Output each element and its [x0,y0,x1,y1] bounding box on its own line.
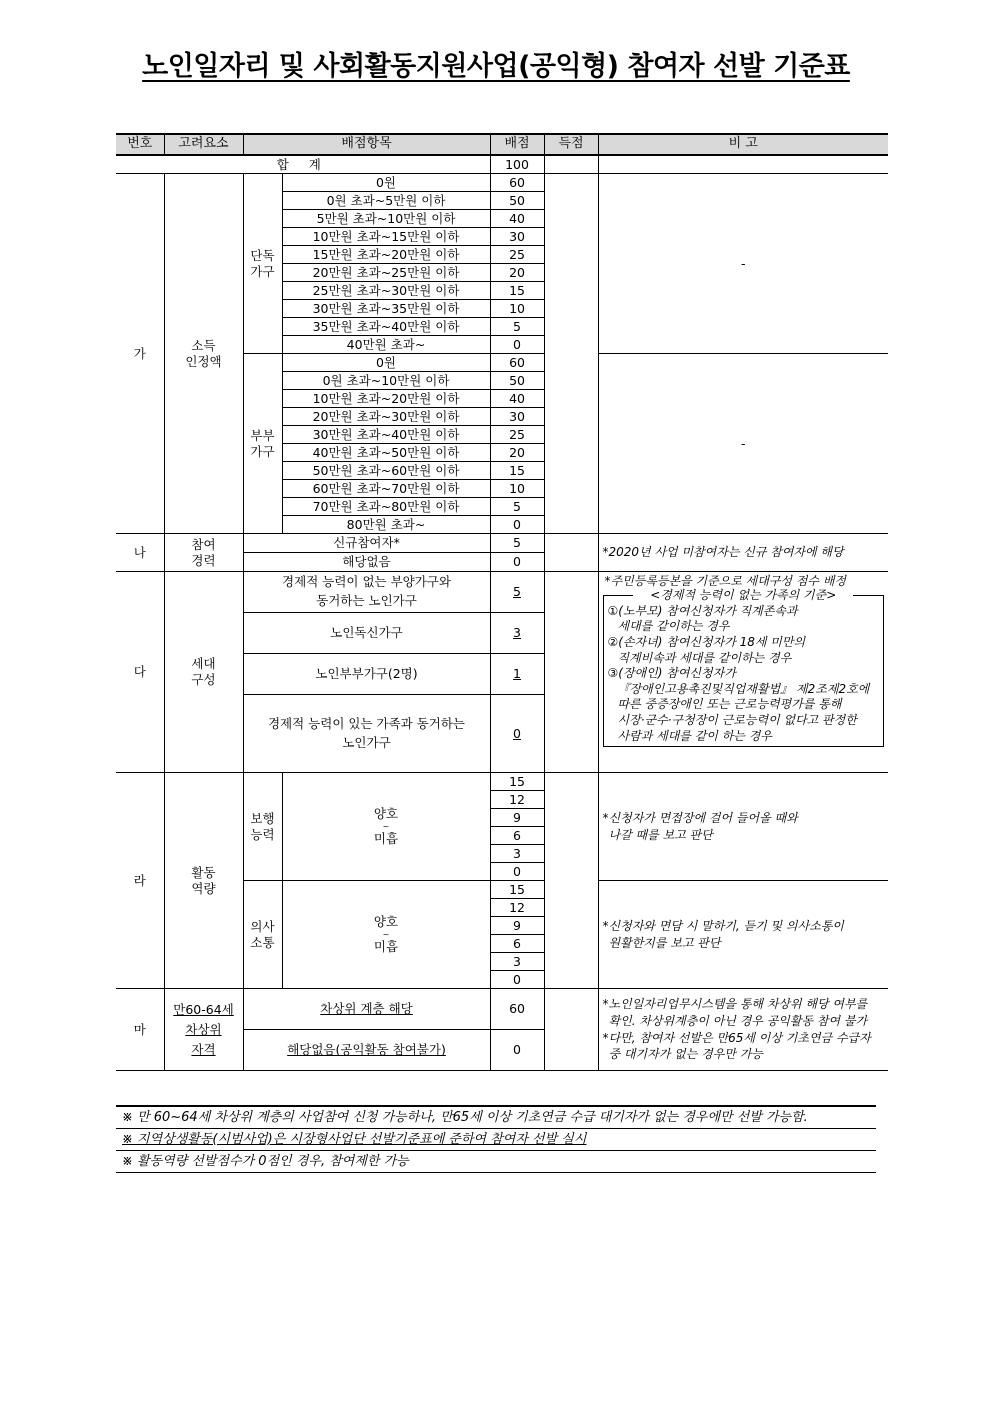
header-gained: 득점 [544,134,598,155]
item-score: 10 [490,480,544,498]
section-no: 가 [116,174,164,534]
footnote: ※ 만 60~64세 차상위 계층의 사업참여 신청 가능하나, 만65세 이상 기초연금 수급 대기자가 없는 경우에만 선발 가능함. [116,1105,876,1129]
item-score: 30 [490,408,544,426]
section-factor: 활동 역량 [164,773,243,989]
item-label: 10만원 초과~15만원 이하 [282,228,490,246]
item-score: 20 [490,444,544,462]
item-score: 0 [490,1030,544,1071]
item-score: 0 [490,336,544,354]
item-score: 50 [490,192,544,210]
table-row [116,773,888,791]
item-label: 15만원 초과~20만원 이하 [282,246,490,264]
item-score: 12 [490,791,544,809]
remark-cell: - [598,174,888,354]
header-score: 배점 [490,134,544,155]
item-score: 60 [490,174,544,192]
subgroup-label: 단독 가구 [243,174,282,354]
remark-cell: *신청자가 면접장에 걸어 들어올 때와 나갈 때를 보고 판단 [598,773,888,881]
item-label: 30만원 초과~40만원 이하 [282,426,490,444]
section-no: 다 [116,572,164,773]
gained-cell [544,174,598,534]
item-score: 0 [490,971,544,989]
item-label: 35만원 초과~40만원 이하 [282,318,490,336]
item-label: 0원 초과~5만원 이하 [282,192,490,210]
section-no: 마 [116,989,164,1071]
remark-cell: *신청자와 면담 시 말하기, 듣기 및 의사소통이 원활한지를 보고 판단 [598,881,888,989]
item-label: 10만원 초과~20만원 이하 [282,390,490,408]
item-label: 차상위 계층 해당 [243,989,490,1030]
household-remark: *주민등록등본을 기준으로 세대구성 점수 배정 <경제적 능력이 없는 가족의 기준> ①(노부모) 참여신청자가 직계존속과 세대를 같이하는 경우 ②(손자녀) 참여신청자가 18세 미만의 직계비속과 세대를 같이하는 경우 ③(장애인) 참여신청자가 『장애인고용촉진및직업재활법』 제2조제2호에 따른 중증장애인 또는 근로능력평가를 통해 시장·군수·구청장이 근로능력이 없다고 판정한 사람과 세대를 같이 하는 경우 [598,572,888,773]
item-score: 25 [490,426,544,444]
table-row [116,572,888,613]
footnote: ※ 지역상생활동(시범사업)은 시장형사업단 선발기준표에 준하여 참여자 선발 실시 [116,1129,876,1151]
item-label: 20만원 초과~25만원 이하 [282,264,490,282]
item-score: 5 [490,534,544,553]
item-score: 3 [490,845,544,863]
item-label: 해당없음(공익활동 참여불가) [243,1030,490,1071]
item-label: 80만원 초과~ [282,516,490,534]
header-no: 번호 [116,134,164,155]
footnotes [116,1105,876,1173]
item-score: 15 [490,773,544,791]
gained-cell [544,534,598,572]
total-label: 합 계 [116,155,490,174]
item-label: 경제적 능력이 없는 부양가구와 동거하는 노인가구 [243,572,490,613]
item-label: 경제적 능력이 있는 가족과 동거하는 노인가구 [243,695,490,773]
item-score: 60 [490,354,544,372]
item-label: 0원 초과~10만원 이하 [282,372,490,390]
item-score: 6 [490,827,544,845]
item-label: 40만원 초과~50만원 이하 [282,444,490,462]
section-factor: 소득 인정액 [164,174,243,534]
item-label: 노인부부가구(2명) [243,654,490,695]
total-row [116,155,888,174]
header-remark: 비 고 [598,134,888,155]
item-score: 0 [490,516,544,534]
item-label: 50만원 초과~60만원 이하 [282,462,490,480]
item-score: 0 [490,863,544,881]
selection-criteria-table [116,133,888,1071]
header-factor: 고려요소 [164,134,243,155]
item-label: 5만원 초과~10만원 이하 [282,210,490,228]
household-criteria-box: <경제적 능력이 없는 가족의 기준> ①(노부모) 참여신청자가 직계존속과 세대를 같이하는 경우 ②(손자녀) 참여신청자가 18세 미만의 직계비속과 세대를 같이하는 경우 ③(장애인) 참여신청자가 『장애인고용촉진및직업재활법』 제2조제2호에 따른 중증장애인 또는 근로능력평가를 통해 시장·군수·구청장이 근로능력이 없다고 판정한 사람과 세대를 같이 하는 경우 [603,595,885,747]
header-items: 배점항목 [243,134,490,155]
item-label: 60만원 초과~70만원 이하 [282,480,490,498]
item-score: 5 [490,498,544,516]
item-score: 20 [490,264,544,282]
item-label: 70만원 초과~80만원 이하 [282,498,490,516]
gained-cell [544,989,598,1071]
table-header [116,134,888,155]
item-score: 3 [490,953,544,971]
table-row [116,989,888,1030]
item-score: 10 [490,300,544,318]
gained-cell [544,572,598,773]
section-factor: 참여 경력 [164,534,243,572]
remark-cell: *노인일자리업무시스템을 통해 차상위 해당 여부를 확인. 차상위계층이 아닌 경우 공익활동 참여 불가 *다만, 참여자 선발은 만65세 이상 기초연금 수급자 중 대기자가 없는 경우만 가능 [598,989,888,1071]
item-score: 12 [490,899,544,917]
item-label: 20만원 초과~30만원 이하 [282,408,490,426]
item-label: 0원 [282,174,490,192]
item-score: 9 [490,809,544,827]
item-score: 40 [490,210,544,228]
item-score: 15 [490,881,544,899]
remark-cell: *2020년 사업 미참여자는 신규 참여자에 해당 [598,534,888,572]
item-score: 3 [490,613,544,654]
section-factor: 만60-64세 차상위 자격 [164,989,243,1071]
item-score: 15 [490,282,544,300]
item-score: 5 [490,318,544,336]
gained-cell [544,773,598,989]
section-no: 라 [116,773,164,989]
item-score: 9 [490,917,544,935]
section-no: 나 [116,534,164,572]
item-score: 1 [490,654,544,695]
item-label: 해당없음 [243,553,490,572]
item-score: 40 [490,390,544,408]
item-score: 6 [490,935,544,953]
subgroup-label: 부부 가구 [243,354,282,534]
total-score: 100 [490,155,544,174]
item-score: 5 [490,572,544,613]
item-label: 0원 [282,354,490,372]
subgroup-label: 보행 능력 [243,773,282,881]
item-label: 30만원 초과~35만원 이하 [282,300,490,318]
item-score: 0 [490,553,544,572]
item-label: 신규참여자* [243,534,490,553]
item-score: 50 [490,372,544,390]
item-label: 25만원 초과~30만원 이하 [282,282,490,300]
remark-cell: - [598,354,888,534]
footnote: ※ 활동역량 선발점수가 0점인 경우, 참여제한 가능 [116,1151,876,1173]
page-title: 노인일자리 및 사회활동지원사업(공익형) 참여자 선발 기준표 [142,51,850,82]
item-score: 0 [490,695,544,773]
subgroup-label: 의사 소통 [243,881,282,989]
table-row [116,534,888,553]
item-label: 40만원 초과~ [282,336,490,354]
rating-scale: 양호 ~ 미흡 [282,773,490,881]
item-score: 60 [490,989,544,1030]
item-score: 25 [490,246,544,264]
section-factor: 세대 구성 [164,572,243,773]
item-score: 30 [490,228,544,246]
item-score: 15 [490,462,544,480]
rating-scale: 양호 ~ 미흡 [282,881,490,989]
table-row [116,174,888,192]
item-label: 노인독신가구 [243,613,490,654]
